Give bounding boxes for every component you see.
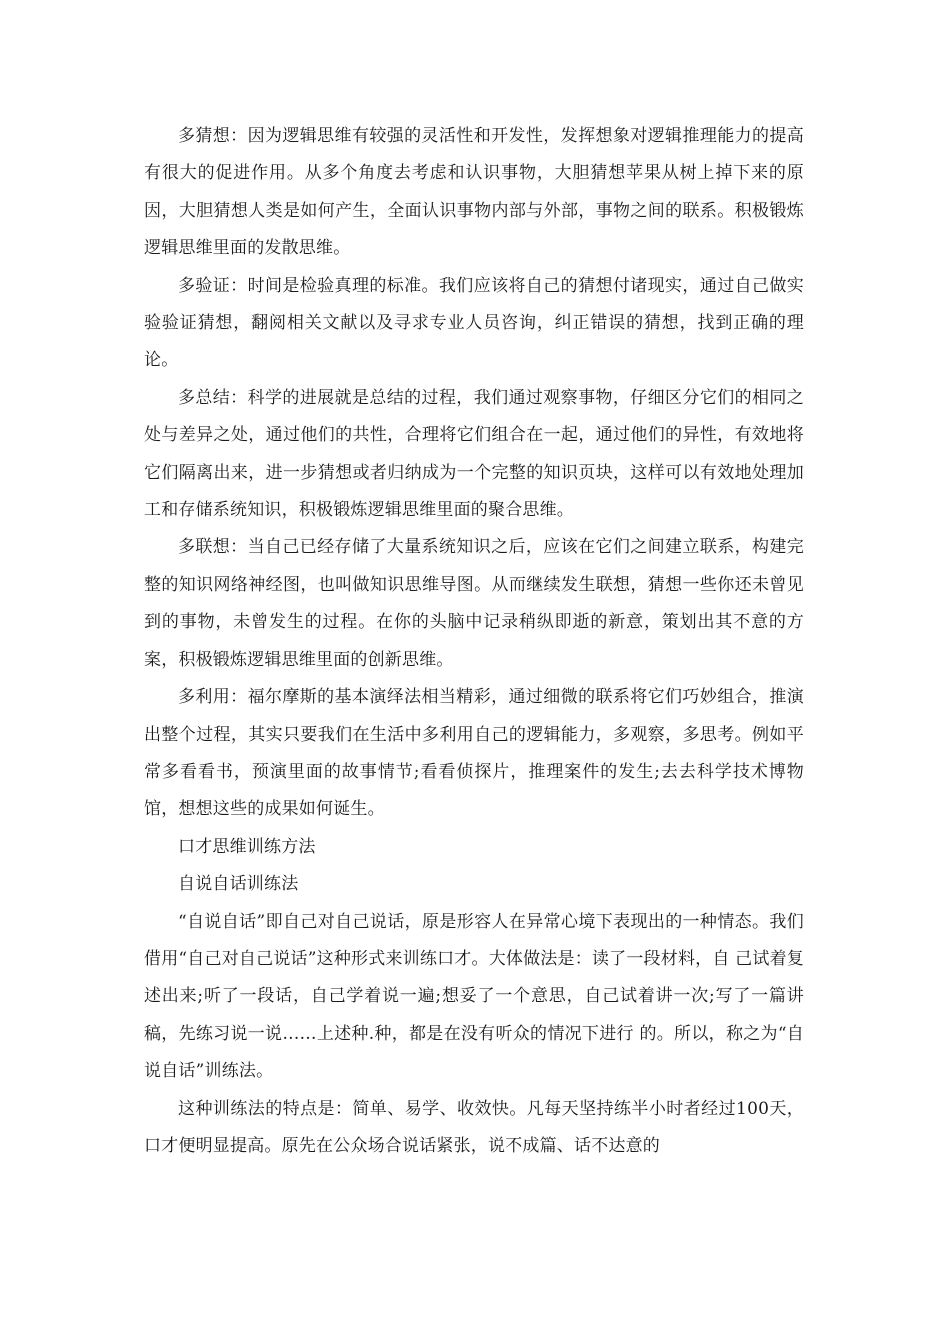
paragraph-features: 这种训练法的特点是：简单、易学、收效快。凡每天坚持练半小时者经过100天，口才便明显提高。原先在公众场合说话紧张，说不成篇、话不达意的: [144, 1098, 804, 1156]
paragraph-summarize: 多总结：科学的进展就是总结的过程，我们通过观察事物，仔细区分它们的相同之处与差异之处，通过他们的共性，合理将它们组合在一起，通过他们的异性，有效地将它们隔离出来，进一步猜想或者归纳成为一个完整的知识页块，这样可以有效地处理加工和存储系统知识，积极锻炼逻辑思维里面的聚合思维。: [144, 387, 804, 521]
section-heading: 口才思维训练方法: [178, 836, 316, 857]
subsection-heading: 自说自话训练法: [178, 874, 299, 895]
paragraph-verify: 多验证：时间是检验真理的标准。我们应该将自己的猜想付诸现实，通过自己做实验验证猜想，翻阅相关文献以及寻求专业人员咨询，纠正错误的猜想，找到正确的理论。: [144, 275, 804, 371]
paragraph-use: 多利用：福尔摩斯的基本演绎法相当精彩，通过细微的联系将它们巧妙组合，推演出整个过程，其实只要我们在生活中多利用自己的逻辑能力，多观察，多思考。例如平常多看看书，预演里面的故事情节;看看侦探片，推理案件的发生;去去科学技术博物馆，想想这些的成果如何诞生。: [144, 687, 804, 820]
paragraph-guess: 多猜想：因为逻辑思维有较强的灵活性和开发性，发挥想象对逻辑推理能力的提高有很大的促进作用。从多个角度去考虑和认识事物，大胆猜想苹果从树上掉下来的原因，大胆猜想人类是如何产生，全面认识事物内部与外部，事物之间的联系。积极锻炼逻辑思维里面的发散思维。: [144, 126, 804, 259]
document-body: [144, 118, 804, 1165]
paragraph-associate: 多联想：当自己已经存储了大量系统知识之后，应该在它们之间建立联系，构建完整的知识网络神经图，也叫做知识思维导图。从而继续发生联想，猜想一些你还未曾见到的事物，未曾发生的过程。在你的头脑中记录稍纵即逝的新意，策划出其不意的方案，积极锻炼逻辑思维里面的创新思维。: [144, 537, 804, 670]
paragraph-self-talk: “自说自话”即自己对自己说话，原是形容人在异常心境下表现出的一种情态。我们借用“自己对自己说话”这种形式来训练口才。大体做法是：读了一段材料，自 己试着复述出来;听了一段话，自己学着说一遍;想妥了一个意思，自己试着讲一次;写了一篇讲稿，先练习说一说……上述种.种，都是在没有听众的情况下进行 的。所以，称之为“自说自话”训练法。: [144, 911, 804, 1082]
